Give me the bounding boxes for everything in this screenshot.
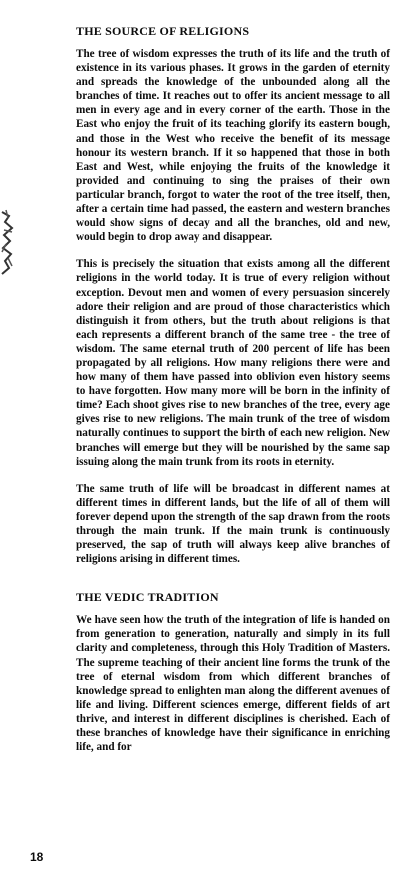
binding-edge-smudge [0,208,18,278]
section-heading: THE SOURCE OF RELIGIONS [76,24,250,38]
paragraph: We have seen how the truth of the integration of life is handed on from generation to generation, naturally and simply in its full clarity and completeness, through this Holy Tradition of Masters. The supreme teaching of their ancient line forms the trunk of the tree of eternal wisdom from which different branches of knowledge spread to enlighten man along the different avenues of life and living. Different sciences emerge, different fields of art thrive, and interest in different disciplines is cherished. Each of these branches of knowledge have their significance in enriching life, and for [76,614,390,754]
paragraph: The same truth of life will be broadcast in different names at different times in different lands, but the life of all of them will forever depend upon the strength of the sap drawn from the roots through the main trunk. If the main trunk is continuously preserved, the sap of truth will always keep alive branches of religions arising in different times. [76,482,390,566]
section-source-of-religions [76,24,390,566]
paragraph: This is precisely the situation that exists among all the different religions in the world today. It is true of every religion without exception. Devout men and women of every persuasion sincerely adore their religion and are proud of those characteristics which distinguish it from others, but the truth about religions is that each represents a different branch of the same tree - the tree of wisdom. The same eternal truth of 200 percent of life has been propagated by all religions. How many religions there were and how many of them have passed into oblivion even history seems to have forgotten. How many more will be born in the infinity of time? Each shoot gives rise to new branches of the tree, every age gives rise to new religions. The main trunk of the tree of wisdom naturally continues to support the birth of each new religion. New branches will emerge but they will be nourished by the same sap issuing along the main trunk from its roots in eternity. [76,258,390,468]
section-vedic-tradition [76,590,390,754]
page-number: 18 [30,850,44,864]
section-heading: THE VEDIC TRADITION [76,590,219,605]
text-column [76,24,390,767]
paragraph: The tree of wisdom expresses the truth of its life and the truth of existence in its various phases. It grows in the garden of eternity and spreads the knowledge of the unbounded along all the branches of time. It reaches out to offer its ancient message to all men in every age and in every corner of the earth. Those in the East who enjoy the fruit of its teaching glorify its eastern bough, and those in the West who receive the benefit of its message honour its western branch. If it so happened that those in both East and West, while enjoying the fruits of the knowledge it provided and continuing to sing the praises of their own particular branch, forgot to water the root of the tree itself, then, after a certain time had passed, the eastern and western branches would show signs of decay and all the branches, old and new, would begin to drop away and disappear. [76,48,390,244]
